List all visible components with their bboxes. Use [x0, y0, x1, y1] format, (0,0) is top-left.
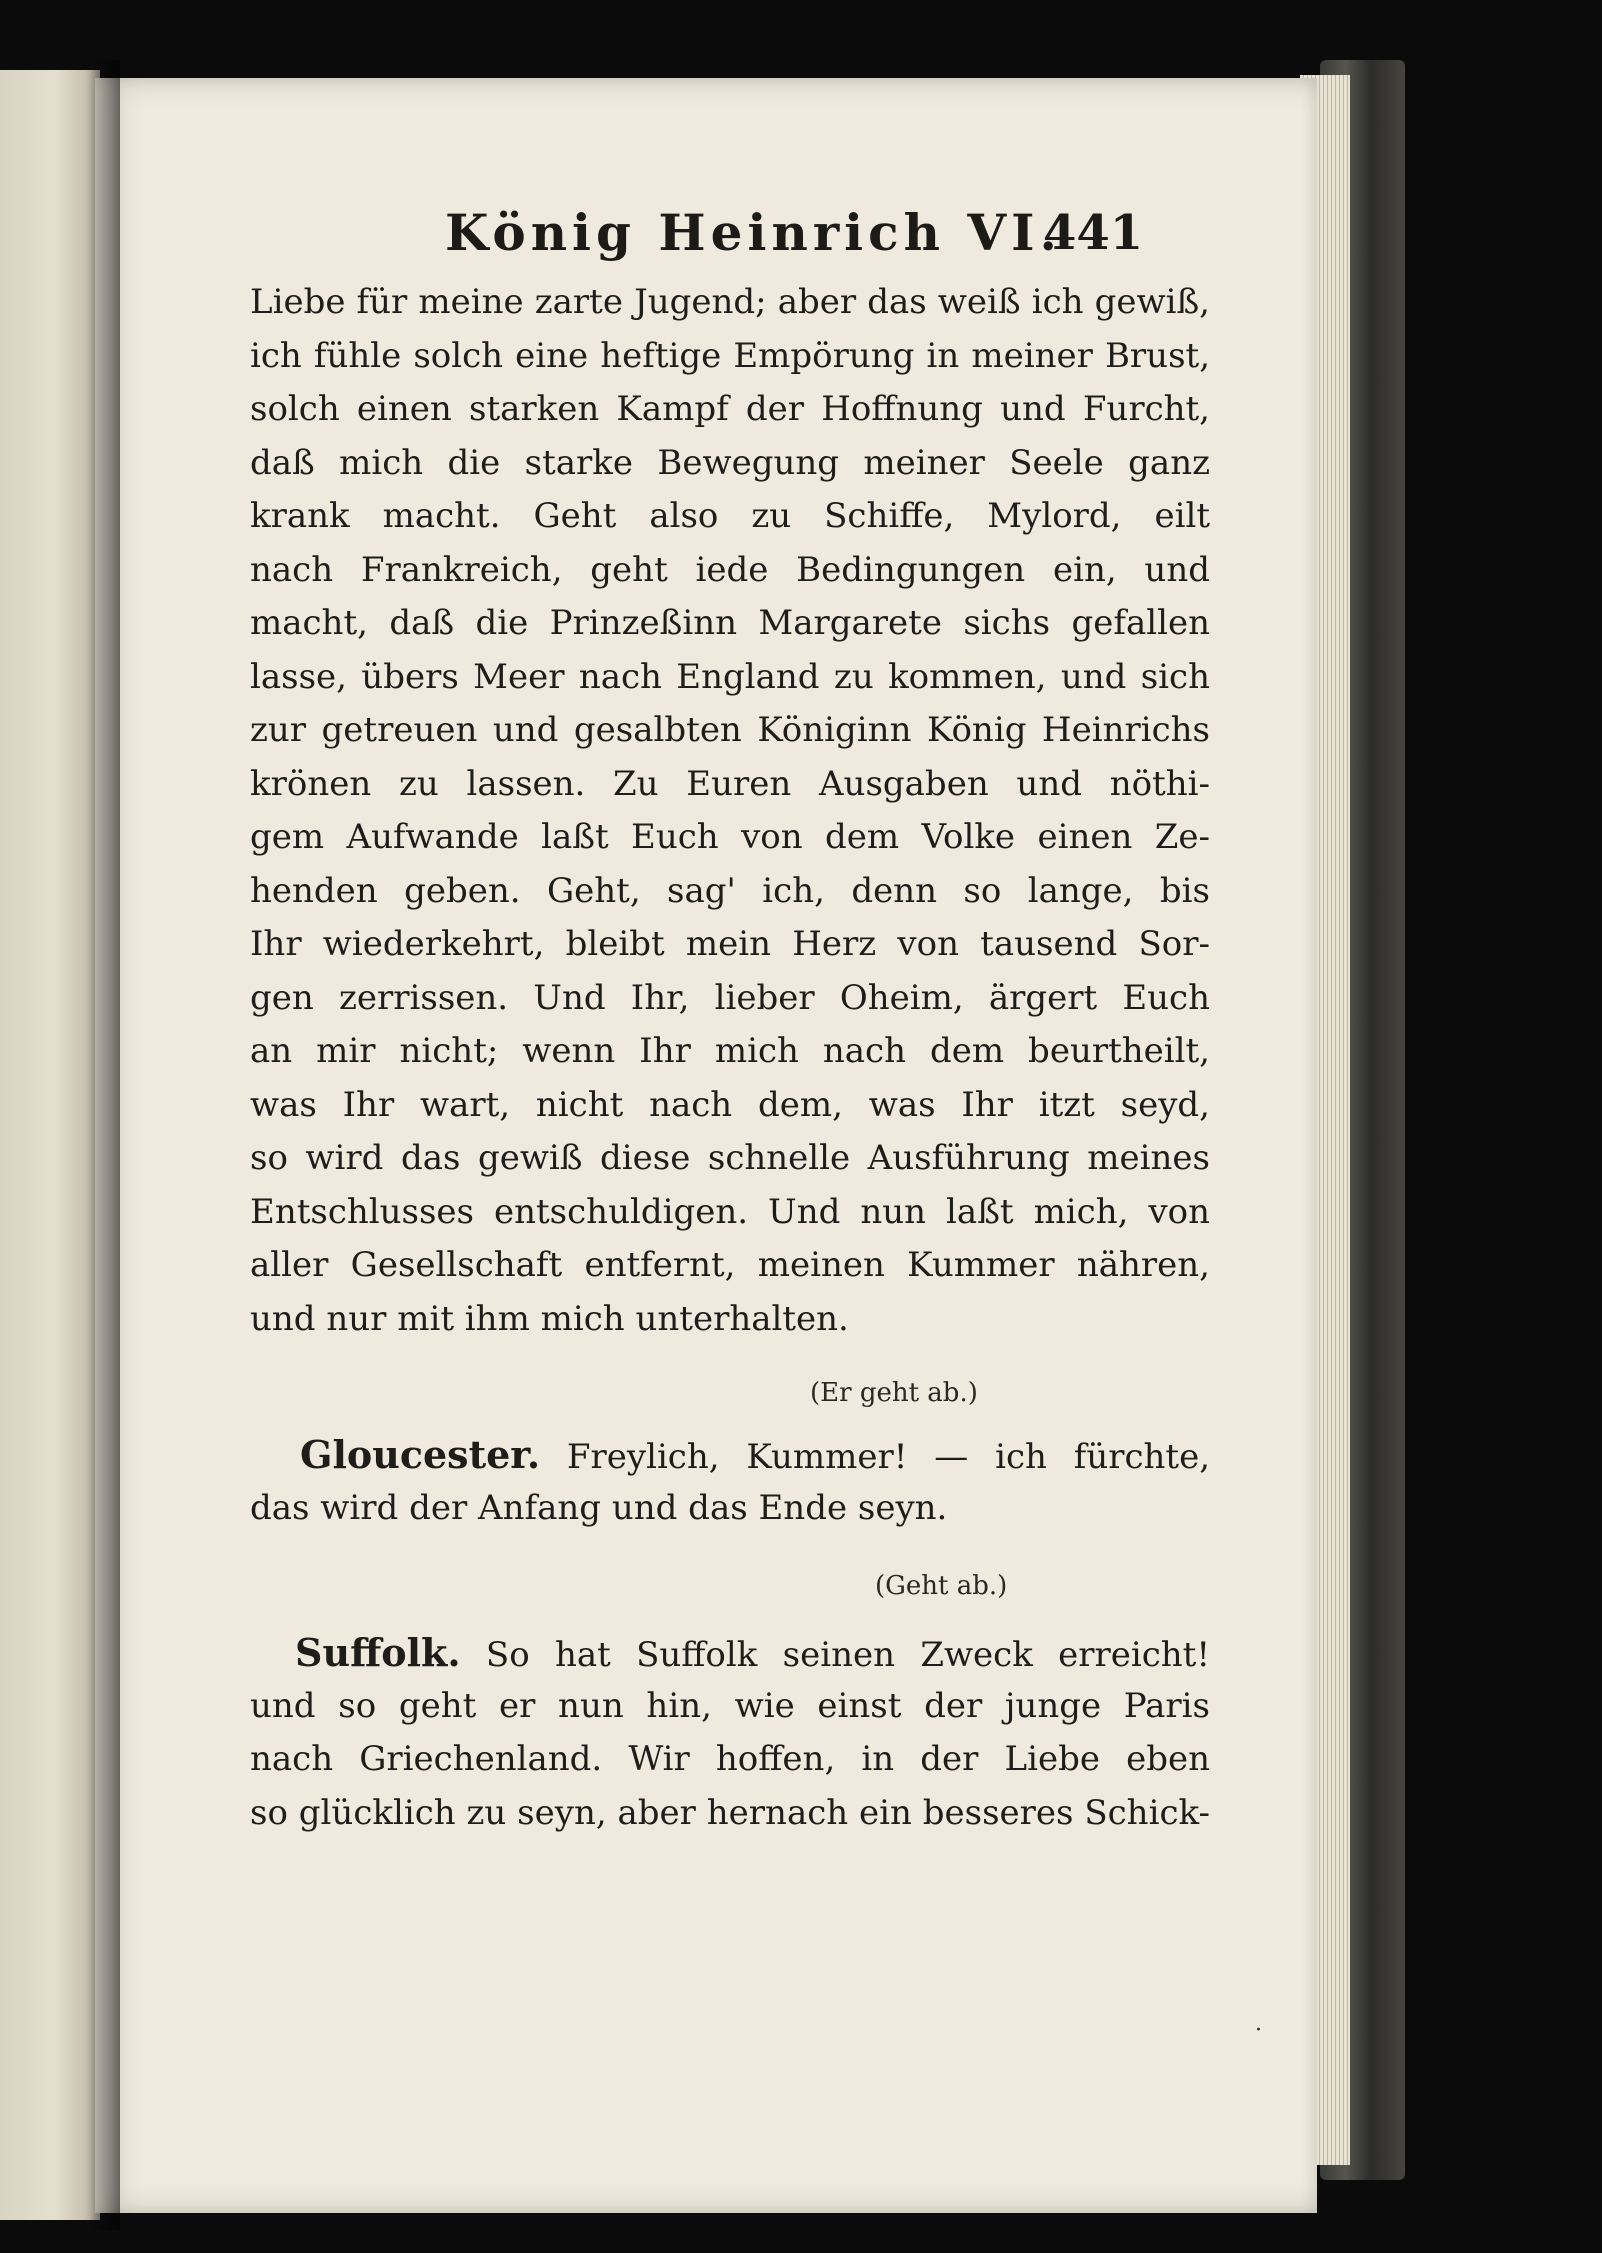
page-number: 441	[1043, 205, 1144, 261]
text-line: krönen zu lassen. Zu Euren Ausgaben und nöthi-	[250, 763, 1210, 804]
text-line: macht, daß die Prinzeßinn Margarete sichs gefallen	[250, 603, 1210, 643]
text-line: und so geht er nun hin, wie einst der junge Paris	[250, 1685, 1210, 1726]
ink-speck: ·	[1255, 2018, 1262, 2043]
speech-first-line	[250, 1626, 1210, 1680]
text-line: aller Gesellschaft entfernt, meinen Kummer nähren,	[250, 1245, 1210, 1285]
speaker-name: Gloucester.	[300, 1432, 541, 1477]
running-title: König Heinrich VI.	[445, 203, 1062, 262]
text-line: nach Griechenland. Wir hoffen, in der Liebe eben	[250, 1739, 1210, 1779]
text-line: ich fühle solch eine heftige Empörung in meiner Brust,	[250, 335, 1210, 376]
text-line: das wird der Anfang und das Ende seyn.	[250, 1487, 948, 1528]
gutter-shadow	[90, 60, 120, 2230]
facing-page-edge	[0, 70, 100, 2220]
text-line: was Ihr wart, nicht nach dem, was Ihr itzt seyd,	[250, 1084, 1210, 1125]
suffolk-speech	[250, 1626, 1210, 1840]
text-line: und nur mit ihm mich unterhalten.	[250, 1298, 849, 1339]
speech-text: So hat Suffolk seinen Zweck erreicht!	[485, 1635, 1210, 1675]
book-page	[95, 78, 1317, 2213]
speaker-name: Suffolk.	[295, 1630, 461, 1675]
stage-direction: (Er geht ab.)	[810, 1378, 978, 1408]
text-line: solch einen starken Kampf der Hoffnung und Furcht,	[250, 389, 1210, 429]
speech-text: Freylich, Kummer! — ich fürchte,	[566, 1437, 1210, 1477]
text-line: daß mich die starke Bewegung meiner Seele ganz	[250, 442, 1210, 483]
text-line: nach Frankreich, geht iede Bedingungen ein, und	[250, 549, 1210, 590]
text-line: gen zerrissen. Und Ihr, lieber Oheim, ärgert Euch	[250, 977, 1210, 1018]
text-line: Ihr wiederkehrt, bleibt mein Herz von tausend Sor-	[250, 924, 1210, 964]
gloucester-speech	[250, 1428, 1210, 1535]
running-header	[95, 203, 1317, 273]
stage-direction: (Geht ab.)	[875, 1571, 1008, 1601]
text-line: so wird das gewiß diese schnelle Ausführung meines	[250, 1138, 1210, 1178]
text-line: Entschlusses entschuldigen. Und nun laßt mich, von	[250, 1191, 1210, 1232]
text-line: henden geben. Geht, sag' ich, denn so lange, bis	[250, 870, 1210, 911]
text-line: so glücklich zu seyn, aber hernach ein besseres Schick-	[250, 1792, 1210, 1833]
text-line: an mir nicht; wenn Ihr mich nach dem beurtheilt,	[250, 1031, 1210, 1071]
text-line: zur getreuen und gesalbten Königinn König Heinrichs	[250, 710, 1210, 750]
text-line: krank macht. Geht also zu Schiffe, Mylord, eilt	[250, 496, 1210, 536]
text-line: gem Aufwande laßt Euch von dem Volke einen Ze-	[250, 817, 1210, 857]
text-line: Liebe für meine zarte Jugend; aber das weiß ich gewiß,	[250, 282, 1210, 322]
text-line: lasse, übers Meer nach England zu kommen, und sich	[250, 656, 1210, 697]
speech-paragraph	[250, 276, 1210, 1346]
speech-first-line	[250, 1428, 1210, 1482]
